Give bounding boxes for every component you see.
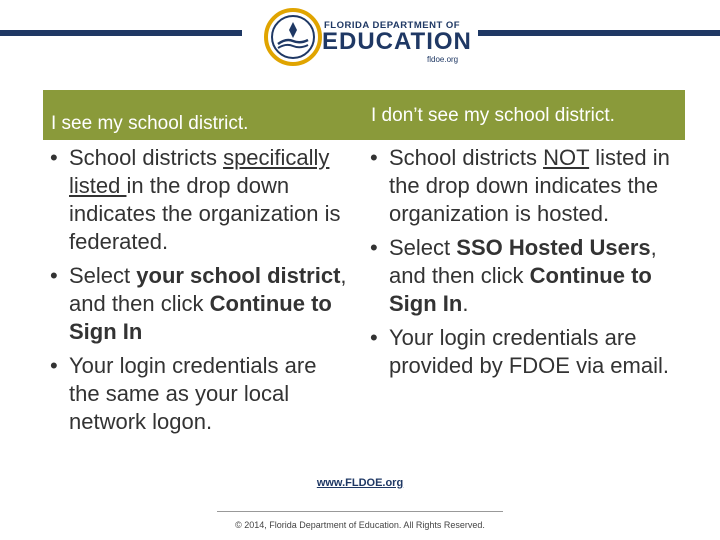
logo-top-text: FLORIDA DEPARTMENT OF <box>324 20 461 31</box>
left-bullet-list <box>50 144 350 442</box>
right-bullet-2: • Select SSO Hosted Users, and then click Continue to Sign In. <box>370 234 670 318</box>
logo-sub-text: fldoe.org <box>427 55 459 64</box>
header-rule-left <box>0 30 242 36</box>
fldoe-logo <box>262 6 472 68</box>
left-column-heading: I see my school district. <box>43 90 365 140</box>
header-rule-right <box>478 30 720 36</box>
left-bullet-1: • School districts specifically listed in the drop down indicates the organization is federated. <box>50 144 350 256</box>
copyright-text: © 2014, Florida Department of Education. All Rights Reserved. <box>235 520 485 530</box>
left-bullet-3: • Your login credentials are the same as your local network logon. <box>50 352 350 436</box>
logo-main-text: EDUCATION <box>322 28 472 55</box>
florida-seal-icon <box>264 8 322 66</box>
right-bullet-list <box>370 144 670 386</box>
right-bullet-3: • Your login credentials are provided by FDOE via email. <box>370 324 670 380</box>
right-column-heading: I don’t see my school district. <box>363 90 685 140</box>
right-bullet-1: • School districts NOT listed in the drop down indicates the organization is hosted. <box>370 144 670 228</box>
footer-divider <box>217 511 503 512</box>
left-bullet-2: • Select your school district, and then click Continue to Sign In <box>50 262 350 346</box>
fldoe-website-link[interactable]: www.FLDOE.org <box>316 477 404 489</box>
